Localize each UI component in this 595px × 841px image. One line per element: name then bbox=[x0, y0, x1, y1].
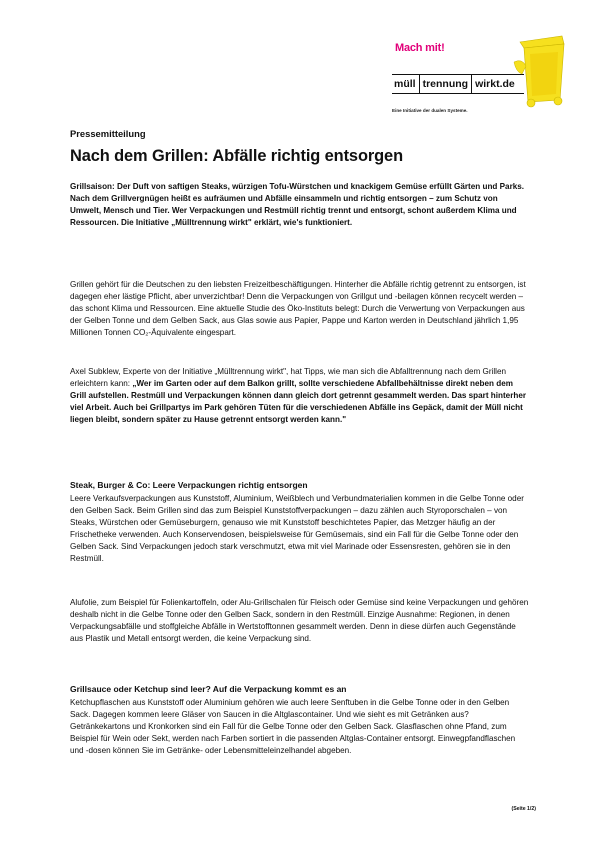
logo-slogan: Mach mit! bbox=[395, 42, 445, 54]
section-1-paragraph-2-text: Alufolie, zum Beispiel für Folienkartoffeln, oder Alu-Grillschalen für Fleisch oder Gemüse sind keine Verpackungen und gehören deshalb nicht in die Gelbe Tonne oder den Gelben Sack, sondern in den Restmüll. Einzige Ausnahme: Regionen, in denen Verpackungsabfälle und stoffgleiche Abfälle in Wertstofftonnen gesammelt werden. Denn in diese dürfen auch Gegenstände aus Plastik und Metall entsorgt werden, die keine Verpackung sind. bbox=[70, 598, 529, 644]
page-number: (Seite 1/2) bbox=[511, 806, 536, 812]
logo-tagline: Eine Initiative der dualen Systeme. bbox=[392, 108, 468, 113]
logo-wordmark-part-2: trennung bbox=[422, 78, 469, 90]
muelltrennung-wirkt-logo bbox=[392, 22, 567, 114]
lead-paragraph bbox=[70, 181, 530, 229]
section-1-paragraph-1 bbox=[70, 493, 530, 566]
expert-quote: „Wer im Garten oder auf dem Balkon grillt, sollte verschiedene Abfallbehältnisse direkt neben dem Grill aufstellen. Restmüll und Verpackungen können dann gleich dort getrennt gesammelt werden. Das spart hinterher viel Arbeit. Auch bei Grillpartys im Park gehören Tüten für die verschiedenen Abfälle ins Gepäck, damit der Müll nicht liegen bleibt, sondern später zu Hause getrennt entsorgt werden kann." bbox=[70, 379, 526, 425]
yellow-bin-icon bbox=[512, 22, 568, 108]
headline: Nach dem Grillen: Abfälle richtig entsorgen bbox=[70, 147, 403, 165]
logo-wordmark-part-1: müll bbox=[394, 78, 416, 90]
logo-wordmark bbox=[392, 74, 524, 94]
body-paragraph-2 bbox=[70, 366, 530, 426]
document-type-label: Pressemitteilung bbox=[70, 128, 146, 139]
section-1-paragraph-2 bbox=[70, 597, 530, 645]
logo-wordmark-part-3: wirkt.de bbox=[475, 78, 515, 90]
body-paragraph-1-text: Grillen gehört für die Deutschen zu den liebsten Freizeitbeschäftigungen. Hinterher die Abfälle richtig getrennt zu entsorgen, ist dagegen eher lästige Pflicht, aber unverzichtbar! Denn die Verpackungen von Grillgut und -beilagen können recycelt werden – das schont Klima und Ressourcen. Eine aktuelle Studie des Öko-Instituts belegt: Durch die Verwertung von Verpackungen aus der Gelben Tonne und dem Gelben Sack, aus Glas sowie aus Papier, Pappe und Karton werden in Deutschland jährlich 1,95 Millionen Tonnen CO₂-Äquivalente eingespart. bbox=[70, 280, 526, 338]
section-1-heading: Steak, Burger & Co: Leere Verpackungen richtig entsorgen bbox=[70, 480, 308, 490]
body-paragraph-1 bbox=[70, 279, 530, 339]
lead-text: Grillsaison: Der Duft von saftigen Steaks, würzigen Tofu-Würstchen und knackigem Gemüse erfüllt Gärten und Parks. Nach dem Grillvergnügen heißt es aufräumen und Abfälle einsammeln und richtig entsorgen – zum Schutz von Umwelt, Mensch und Tier. Wer Verpackungen und Restmüll richtig trennt und entsorgt, schont außerdem Klima und Ressourcen. Die Initiative „Mülltrennung wirkt" erklärt, wie's funktioniert. bbox=[70, 182, 525, 228]
section-2-heading: Grillsauce oder Ketchup sind leer? Auf die Verpackung kommt es an bbox=[70, 684, 347, 694]
section-2-paragraph-1-text: Ketchupflaschen aus Kunststoff oder Aluminium gehören wie auch leere Senftuben in die Gelbe Tonne oder in den Gelben Sack. Dagegen kommen leere Gläser von Saucen in die Altglascontainer. Und wie sieht es mit Getränken aus? Getränkekartons und Kronkorken sind ein Fall für die Gelbe Tonne oder den Gelben Sack. Glasflaschen ohne Pfand, zum Beispiel für Wein oder Sekt, werden nach Farben sortiert in die passenden Altglas-Container entsorgt. Einwegpfandflaschen und -dosen können Sie im Getränke- oder Lebensmitteleinzelhandel abgeben. bbox=[70, 698, 516, 756]
body-paragraph-2-intro: Axel Subklew, Experte von der Initiative „Mülltrennung wirkt", hat Tipps, wie man sich die Abfalltrennung nach dem Grillen erleichtern kann: bbox=[70, 367, 506, 389]
section-2-paragraph-1 bbox=[70, 697, 530, 757]
section-1-paragraph-1-text: Leere Verkaufsverpackungen aus Kunststoff, Aluminium, Weißblech und Verbundmaterialien kommen in die Gelbe Tonne oder den Gelben Sack. Beim Grillen sind das zum Beispiel Kunststoffverpackungen – dazu zählen auch Styroporschalen – von Steaks, Würstchen oder Gemüseburgern, genauso wie mit Kunststoff beschichtetes Papier, das Metzger häufig an der Frischetheke verwenden. Auch Konservendosen, beispielsweise für Gemüsemais, sind ein Fall für die Gelbe Tonne oder den Gelben Sack. Sind Verpackungen jedoch stark verschmutzt, etwa mit viel Marinade oder Essensresten, gehören sie in den Restmüll. bbox=[70, 494, 524, 564]
